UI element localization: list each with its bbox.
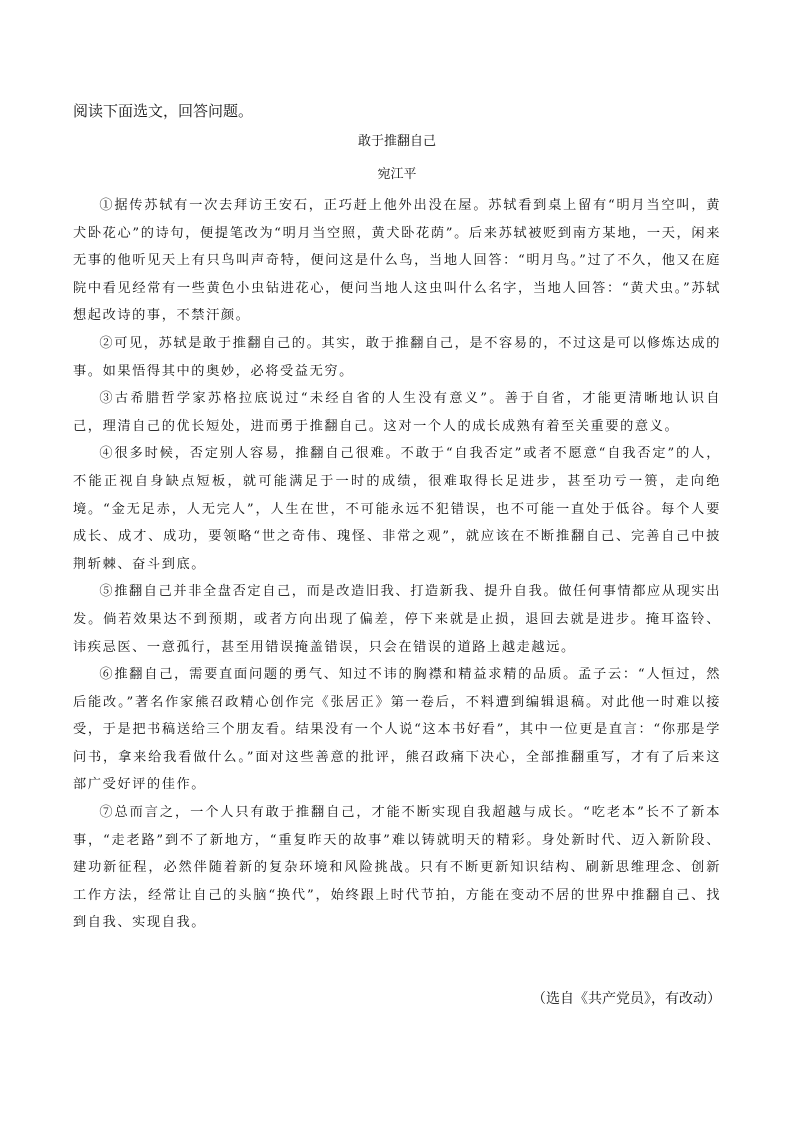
article-source: （选自《共产党员》，有改动） xyxy=(532,991,721,1007)
paragraph-2: ②可见，苏轼是敢于推翻自己的。其实，敢于推翻自己，是不容易的，不过这是可以修炼达成的事。如果悟得其中的奥妙，必将受益无穷。 xyxy=(73,335,721,379)
reading-instruction: 阅读下面选文，回答问题。 xyxy=(73,102,254,120)
paragraph-7: ⑦总而言之，一个人只有敢于推翻自己，才能不断实现自我超越与成长。“吃老本”长不了新本事，“走老路”到不了新地方，“重复昨天的故事”难以铸就明天的精彩。身处新时代、迈入新阶段、建功新征程，必然伴随着新的复杂环境和风险挑战。只有不断更新知识结构、刷新思维理念、创新工作方法，经常让自己的头脑“换代”，始终跟上时代节拍，方能在变动不居的世界中推翻自己、找到自我、实现自我。 xyxy=(73,805,721,931)
paragraph-3: ③古希腊哲学家苏格拉底说过“未经自省的人生没有意义”。善于自省，才能更清晰地认识自己，理清自己的优长短处，进而勇于推翻自己。这对一个人的成长成熟有着至关重要的意义。 xyxy=(73,391,721,434)
article-body xyxy=(73,192,721,937)
paragraph-1: ①据传苏轼有一次去拜访王安石，正巧赶上他外出没在屋。苏轼看到桌上留有“明月当空叫，黄犬卧花心”的诗句，便提笔改为“明月当空照，黄犬卧花荫”。后来苏轼被贬到南方某地，一天，闲来无事的他听见天上有只鸟叫声奇特，便问这是什么鸟，当地人回答：“明月鸟。”过了不久，他又在庭院中看见经常有一些黄色小虫钻进花心，便问当地人这虫叫什么名字，当地人回答：“黄犬虫。”苏轼想起改诗的事，不禁汗颜。 xyxy=(73,198,721,324)
paragraph-4: ④很多时候，否定别人容易，推翻自己很难。不敢于“自我否定”或者不愿意“自我否定”的人，不能正视自身缺点短板，就可能满足于一时的成绩，很难取得长足进步，甚至功亏一篑，走向绝境。“金无足赤，人无完人”，人生在世，不可能永远不犯错误，也不可能一直处于低谷。每个人要成长、成才、成功，要领略“世之奇伟、瑰怪、非常之观”，就应该在不断推翻自己、完善自己中披荆斩棘、奋斗到底。 xyxy=(73,446,721,572)
article-title: 敢于推翻自己 xyxy=(357,134,436,149)
paragraph-6: ⑥推翻自己，需要直面问题的勇气、知过不讳的胸襟和精益求精的品质。孟子云：“人恒过，然后能改。”著名作家熊召政精心创作完《张居正》第一卷后，不料遭到编辑退稿。对此他一时难以接受，于是把书稿送给三个朋友看。结果没有一个人说“这本书好看”，其中一位更是直言：“你那是学问书，拿来给我看做什么。”面对这些善意的批评，熊召政痛下决心，全部推翻重写，才有了后来这部广受好评的佳作。 xyxy=(73,667,721,793)
article-author: 宛江平 xyxy=(377,167,417,182)
paragraph-5: ⑤推翻自己并非全盘否定自己，而是改造旧我、打造新我、提升自我。做任何事情都应从现实出发。倘若效果达不到预期，或者方向出现了偏差，停下来就是止损，退回去就是进步。掩耳盗铃、讳疾忌医、一意孤行，甚至用错误掩盖错误，只会在错误的道路上越走越远。 xyxy=(73,584,721,655)
